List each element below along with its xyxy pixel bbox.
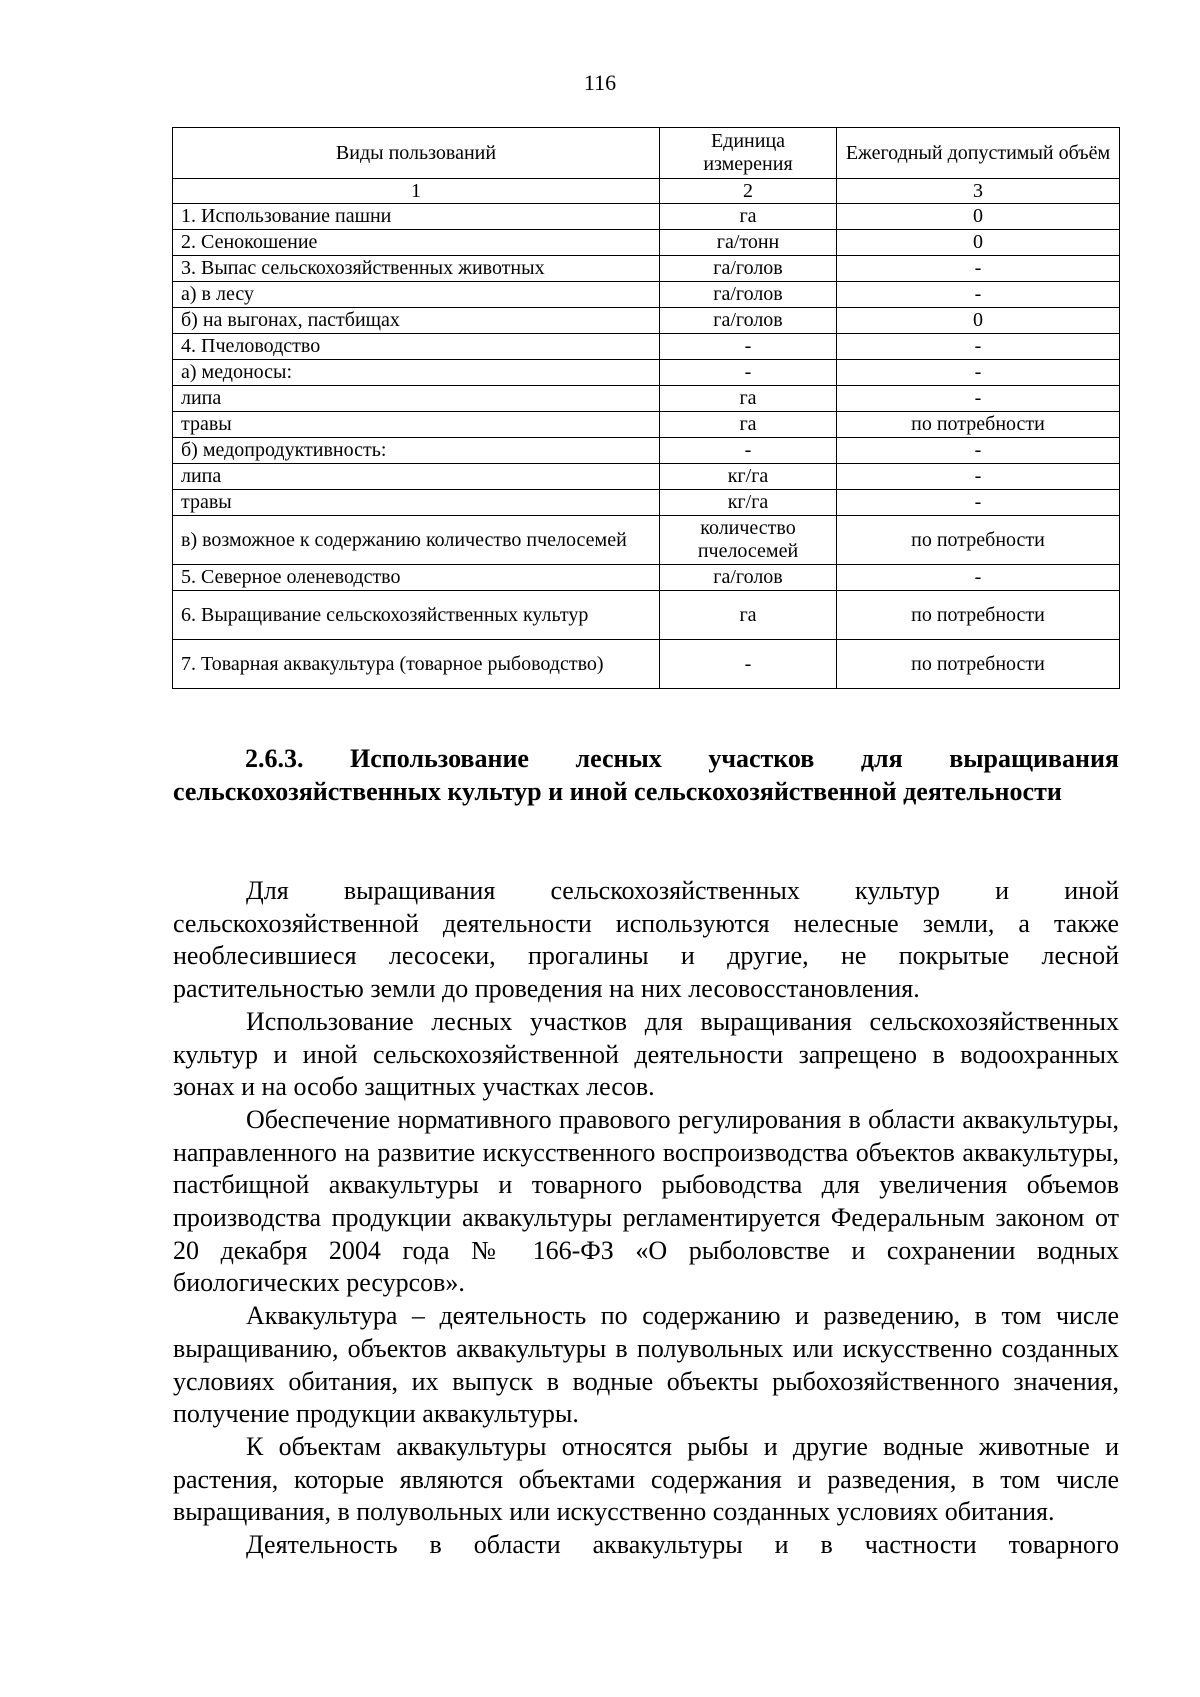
usage-volume: - [837,256,1120,282]
table-row [173,360,1120,386]
usage-unit: га [660,412,837,438]
usage-unit: - [660,360,837,386]
table-row [173,591,1120,640]
usage-unit: га/голов [660,282,837,308]
usage-volume: по потребности [837,591,1120,640]
table-row [173,204,1120,230]
usage-name: травы [173,412,660,438]
usage-unit: - [660,334,837,360]
column-number: 1 [173,179,660,204]
usage-unit: га [660,591,837,640]
usage-volume: 0 [837,204,1120,230]
table-row [173,464,1120,490]
column-number: 2 [660,179,837,204]
table-row [173,640,1120,689]
usage-name: липа [173,386,660,412]
usage-unit: га [660,204,837,230]
usage-unit: - [660,640,837,689]
usage-volume: - [837,334,1120,360]
usage-unit: га/голов [660,308,837,334]
usage-volume: 0 [837,308,1120,334]
paragraph: Использование лесных участков для выращивания сельскохозяйственных культур и иной сельскохозяйственной деятельности запрещено в водоохранных зонах и на особо защитных участках лесов. [173,1006,1119,1102]
table-row [173,412,1120,438]
section-heading [173,742,1119,808]
table-row [173,490,1120,516]
table-row [173,308,1120,334]
usage-volume: - [837,490,1120,516]
column-number: 3 [837,179,1120,204]
usage-volume: - [837,565,1120,591]
header-unit: Единица измерения [660,128,837,179]
forest-usage-table [172,127,1120,689]
usage-name: а) в лесу [173,282,660,308]
usage-name: липа [173,464,660,490]
usage-volume: - [837,282,1120,308]
table-header-row [173,128,1120,179]
usage-volume: - [837,360,1120,386]
usage-unit: га [660,386,837,412]
table-row [173,565,1120,591]
paragraph: Обеспечение нормативного правового регулирования в области аквакультуры, направленного на развитие искусственного воспроизводства объектов аквакультуры, пастбищной аквакультуры и товарного рыбоводства для увеличения объемов производства продукции аквакультуры регламентируется Федеральным законом от 20 декабря 2004 года № 166-ФЗ «О рыболовстве и сохранении водных биологических ресурсов». [173,1104,1119,1298]
column-number-row [173,179,1120,204]
page-number: 116 [583,70,617,95]
table-row [173,516,1120,565]
usage-unit: га/голов [660,256,837,282]
usage-volume: - [837,464,1120,490]
usage-unit: кг/га [660,464,837,490]
usage-name: в) возможное к содержанию количество пчелосемей [173,516,660,565]
table-row [173,386,1120,412]
usage-name: а) медоносы: [173,360,660,386]
body-text [173,875,1119,1562]
usage-volume: 0 [837,230,1120,256]
usage-name: 1. Использование пашни [173,204,660,230]
header-usage-type: Виды пользований [173,128,660,179]
paragraph: К объектам аквакультуры относятся рыбы и другие водные животные и растения, которые являются объектами содержания и разведения, в том числе выращивания, в полувольных или искусственно созданных условиях обитания. [173,1431,1119,1527]
usage-unit: га/голов [660,565,837,591]
section-number: 2.6.3. [245,744,304,773]
usage-name: травы [173,490,660,516]
usage-name: 4. Пчеловодство [173,334,660,360]
usage-volume: по потребности [837,516,1120,565]
table-row [173,334,1120,360]
usage-name: 5. Северное оленеводство [173,565,660,591]
table-row [173,438,1120,464]
usage-unit: га/тонн [660,230,837,256]
table-row [173,256,1120,282]
usage-name: б) на выгонах, пастбищах [173,308,660,334]
usage-name: 6. Выращивание сельскохозяйственных культур [173,591,660,640]
usage-name: 3. Выпас сельскохозяйственных животных [173,256,660,282]
table-row [173,230,1120,256]
usage-name: б) медопродуктивность: [173,438,660,464]
usage-unit: количество пчелосемей [660,516,837,565]
usage-volume: - [837,386,1120,412]
paragraph: Аквакультура – деятельность по содержанию и разведению, в том числе выращиванию, объектов аквакультуры в полувольных или искусственно созданных условиях обитания, их выпуск в водные объекты рыбохозяйственного значения, получение продукции аквакультуры. [173,1301,1119,1429]
header-annual-volume: Ежегодный допустимый объём [837,128,1120,179]
usage-volume: по потребности [837,640,1120,689]
usage-name: 2. Сенокошение [173,230,660,256]
section-title: Использование лесных участков для выращивания сельскохозяйственных культур и иной сельскохозяйственной деятельности [173,744,1120,806]
usage-volume: по потребности [837,412,1120,438]
usage-unit: кг/га [660,490,837,516]
table-row [173,282,1120,308]
usage-name: 7. Товарная аквакультура (товарное рыбоводство) [173,640,660,689]
usage-unit: - [660,438,837,464]
paragraph: Деятельность в области аквакультуры и в частности товарного [246,1530,1119,1560]
usage-volume: - [837,438,1120,464]
paragraph: Для выращивания сельскохозяйственных культур и иной сельскохозяйственной деятельности используются нелесные земли, а также необлесившиеся лесосеки, прогалины и другие, не покрытые лесной растительностью земли до проведения на них лесовосстановления. [173,876,1119,1004]
